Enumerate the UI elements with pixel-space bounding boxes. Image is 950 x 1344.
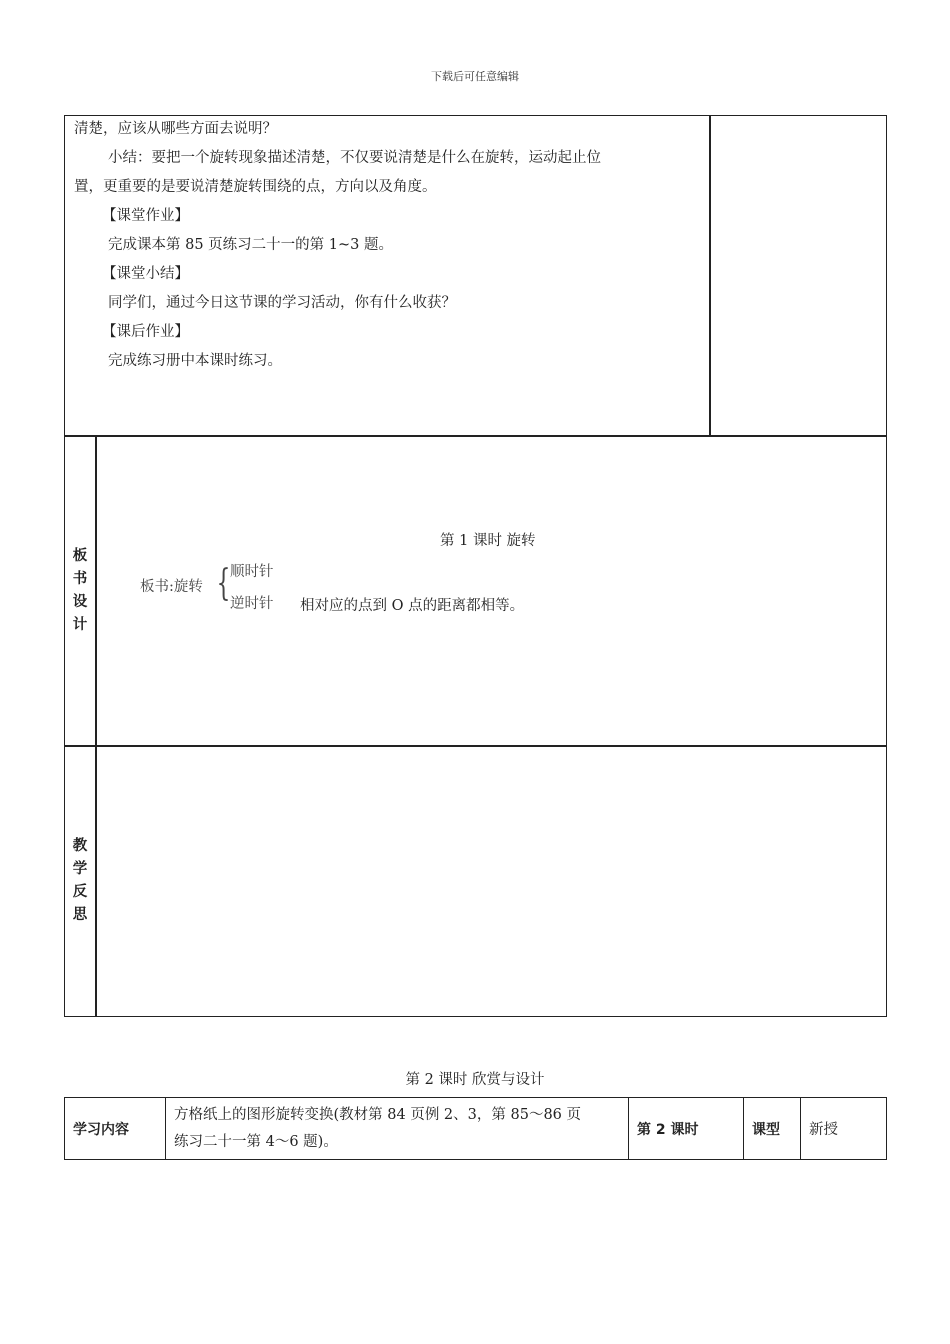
- section-heading: 【课堂小结】: [102, 266, 189, 282]
- label-char: 反: [72, 884, 88, 900]
- type-value: 新授: [801, 1098, 887, 1160]
- period-label: 第 2 课时: [629, 1098, 744, 1160]
- text-line: 完成练习册中本课时练习。: [108, 353, 282, 369]
- content-text: [166, 1098, 629, 1160]
- table-row: [65, 1098, 887, 1160]
- text-line: 小结：要把一个旋转现象描述清楚，不仅要说清楚是什么在旋转，运动起止位: [108, 150, 601, 166]
- page-header: 下载后可任意编辑: [431, 70, 519, 83]
- right-column-divider: [709, 115, 711, 437]
- label-char: 计: [72, 617, 88, 633]
- text-line: 置，更重要的是要说清楚旋转围绕的点，方向以及角度。: [74, 179, 437, 195]
- lesson2-title: 第 2 课时 欣赏与设计: [405, 1072, 545, 1088]
- board-label-divider: [95, 435, 97, 747]
- lesson-text: [74, 115, 704, 376]
- board-note: 相对应的点到 O 点的距离都相等。: [300, 598, 525, 614]
- board-title: 第 1 课时 旋转: [440, 533, 536, 549]
- type-label: 课型: [744, 1098, 801, 1160]
- content-label: 学习内容: [65, 1098, 166, 1160]
- brace-symbol: {: [216, 563, 231, 604]
- section-heading: 【课堂作业】: [102, 208, 189, 224]
- content-line: 练习二十一第 4～6 题)。: [174, 1133, 338, 1150]
- reflection-box: [64, 745, 887, 1017]
- content-line: 方格纸上的图形旋转变换(教材第 84 页例 2、3，第 85～86 页: [174, 1106, 582, 1123]
- label-char: 学: [72, 861, 88, 877]
- label-char: 思: [72, 907, 88, 923]
- text-line: 完成课本第 85 页练习二十一的第 1~3 题。: [108, 237, 393, 253]
- board-prefix: 板书:旋转: [140, 579, 203, 595]
- label-char: 书: [72, 571, 88, 587]
- lesson2-table: [64, 1097, 887, 1160]
- board-design-label: [70, 545, 90, 637]
- label-char: 教: [72, 838, 88, 854]
- reflection-label: [70, 835, 90, 927]
- section-heading: 【课后作业】: [102, 324, 189, 340]
- reflection-label-divider: [95, 745, 97, 1017]
- label-char: 设: [72, 594, 88, 610]
- text-line: 清楚，应该从哪些方面去说明？: [74, 121, 277, 137]
- text-line: 同学们，通过今日这节课的学习活动，你有什么收获？: [108, 295, 456, 311]
- board-counterclockwise: 逆时针: [230, 596, 274, 612]
- label-char: 板: [72, 548, 88, 564]
- board-clockwise: 顺时针: [230, 564, 274, 580]
